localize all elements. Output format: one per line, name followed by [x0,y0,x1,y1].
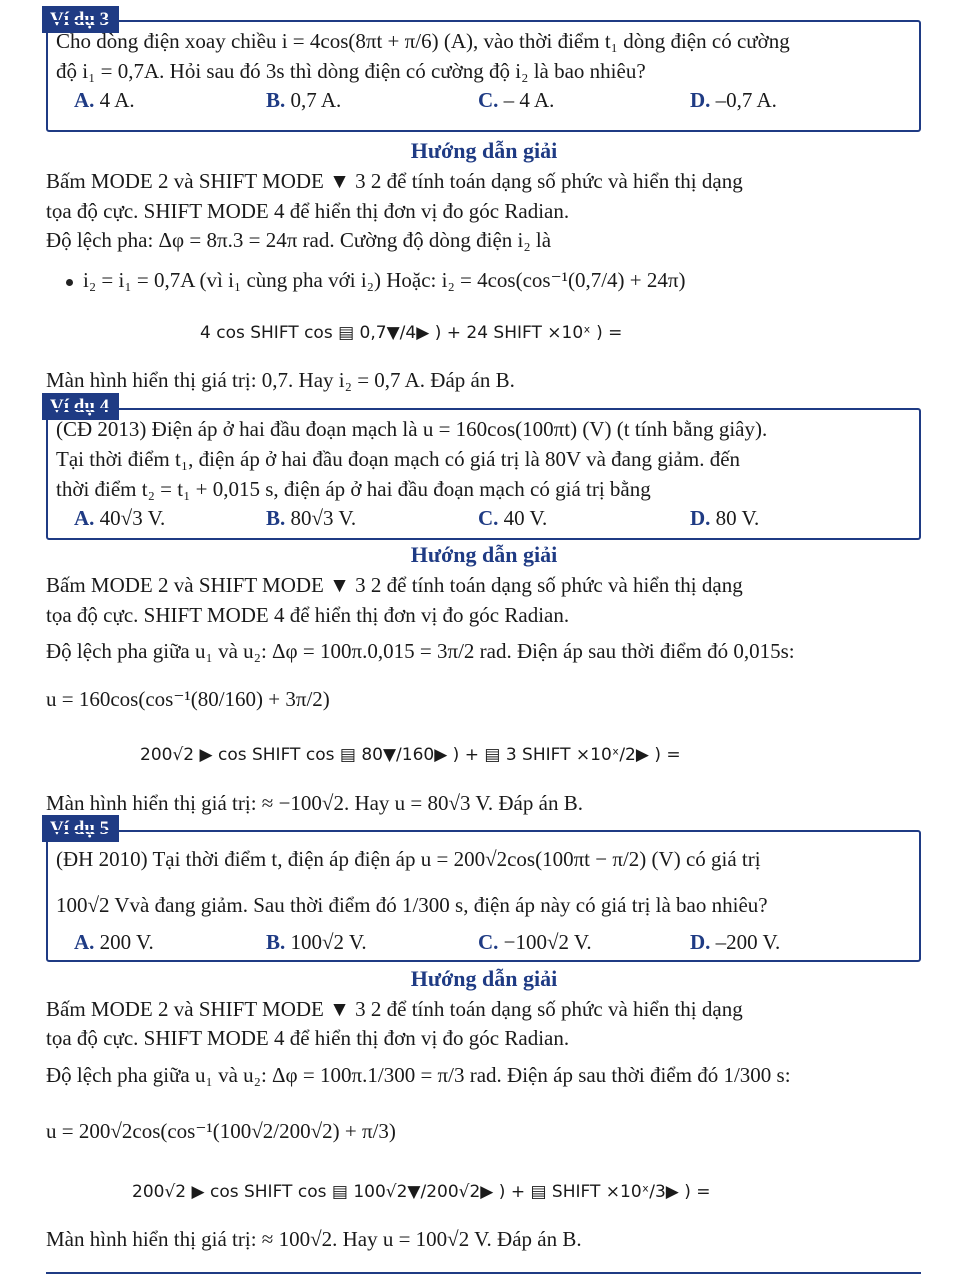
example-5-formula: u = 200√2cos(cos⁻¹(100√2/200√2) + π/3) [46,1119,396,1143]
example-4-question-line-1: (CĐ 2013) Điện áp ở hai đầu đoạn mạch là u = 160cos(100πt) (V) (t tính bằng giây). [56,417,768,441]
example-3-step-2: tọa độ cực. SHIFT MODE 4 để hiển thị đơn vị đo góc Radian. [46,199,570,223]
example-3-box [46,20,921,132]
example-5-guide-title: Hướng dẫn giải [410,966,558,991]
option-a: A. 40√3 V. [74,506,166,530]
example-4-tag: Ví dụ 4 [42,393,119,420]
example-5-step-2: tọa độ cực. SHIFT MODE 4 để hiển thị đơn vị đo góc Radian. [46,1026,570,1050]
example-4-formula: u = 160cos(cos⁻¹(80/160) + 3π/2) [46,687,330,711]
option-a: A. 4 A. [74,88,135,112]
option-b: B. 100√2 V. [266,930,367,954]
example-3-step-3: Độ lệch pha: Δφ = 8π.3 = 24π rad. Cường độ dòng điện i₂ là [46,228,552,252]
example-4-question-line-2: Tại thời điểm t₁, điện áp ở hai đầu đoạn mạch có giá trị là 80V và đang giảm. đến [56,447,741,471]
example-5-step-3: Độ lệch pha giữa u₁ và u₂: Δφ = 100π.1/300 = π/3 rad. Điện áp sau thời điểm đó 1/300 s: [46,1063,791,1087]
example-4-result: Màn hình hiển thị giá trị: ≈ −100√2. Hay u = 80√3 V. Đáp án B. [46,791,583,815]
example-4-step-3: Độ lệch pha giữa u₁ và u₂: Δφ = 100π.0,015 = 3π/2 rad. Điện áp sau thời điểm đó 0,015s: [46,639,795,663]
example-3-question-line-2: độ i₁ = 0,7A. Hỏi sau đó 3s thì dòng điện có cường độ i₂ là bao nhiêu? [56,59,646,83]
example-4-step-2: tọa độ cực. SHIFT MODE 4 để hiển thị đơn vị đo góc Radian. [46,603,570,627]
example-5-keystrokes: 200√2 ▶ cos SHIFT cos ▤ 100√2▼/200√2▶ ) + ▤ SHIFT ×10ˣ/3▶ ) = [132,1182,711,1202]
example-4-question-line-3: thời điểm t₂ = t₁ + 0,015 s, điện áp ở hai đầu đoạn mạch có giá trị bằng [56,477,651,501]
example-5-question-line-1: (ĐH 2010) Tại thời điểm t, điện áp điện áp u = 200√2cos(100πt − π/2) (V) có giá trị [56,847,761,871]
example-5-options [56,928,911,956]
example-5-tag: Ví dụ 5 [42,815,119,842]
option-d: D. –0,7 A. [690,88,777,112]
example-4-keystrokes: 200√2 ▶ cos SHIFT cos ▤ 80▼/160▶ ) + ▤ 3 SHIFT ×10ˣ/2▶ ) = [140,745,681,765]
option-b: B. 80√3 V. [266,506,357,530]
example-3-options [56,86,911,114]
example-3-tag: Ví dụ 3 [42,6,119,33]
option-c: C. −100√2 V. [478,930,592,954]
option-a: A. 200 V. [74,930,154,954]
example-3-keystrokes: 4 cos SHIFT cos ▤ 0,7▼/4▶ ) + 24 SHIFT ×10ˣ ) = [200,323,623,343]
example-5-step-1: Bấm MODE 2 và SHIFT MODE ▼ 3 2 để tính toán dạng số phức và hiển thị dạng [46,997,743,1021]
example-4-box [46,408,921,540]
example-4-step-1: Bấm MODE 2 và SHIFT MODE ▼ 3 2 để tính toán dạng số phức và hiển thị dạng [46,573,743,597]
example-3-step-1: Bấm MODE 2 và SHIFT MODE ▼ 3 2 để tính toán dạng số phức và hiển thị dạng [46,169,743,193]
example-3-result: Màn hình hiển thị giá trị: 0,7. Hay i₂ = 0,7 A. Đáp án B. [46,368,515,392]
example-3-question-line-1: Cho dòng điện xoay chiều i = 4cos(8πt + π/6) (A), vào thời điểm t₁ dòng điện có cường [56,29,790,53]
example-5-question-line-2: 100√2 Vvà đang giảm. Sau thời điểm đó 1/300 s, điện áp này có giá trị là bao nhiêu? [56,893,768,917]
option-d: D. 80 V. [690,506,760,530]
example-3-bullet [66,265,685,295]
bullet-dot [66,279,73,286]
option-d: D. –200 V. [690,930,781,954]
example-4-guide-title: Hướng dẫn giải [410,542,558,567]
option-b: B. 0,7 A. [266,88,342,112]
example-5-box [46,830,921,962]
option-c: C. – 4 A. [478,88,555,112]
page-bottom-rule [46,1272,921,1274]
example-3-bullet-text: i₂ = i₁ = 0,7A (vì i₁ cùng pha với i₂) Hoặc: i₂ = 4cos(cos⁻¹(0,7/4) + 24π) [83,268,686,292]
example-5-result: Màn hình hiển thị giá trị: ≈ 100√2. Hay u = 100√2 V. Đáp án B. [46,1227,582,1251]
option-c: C. 40 V. [478,506,548,530]
example-4-options [56,504,911,532]
example-3-guide-title: Hướng dẫn giải [410,138,558,163]
